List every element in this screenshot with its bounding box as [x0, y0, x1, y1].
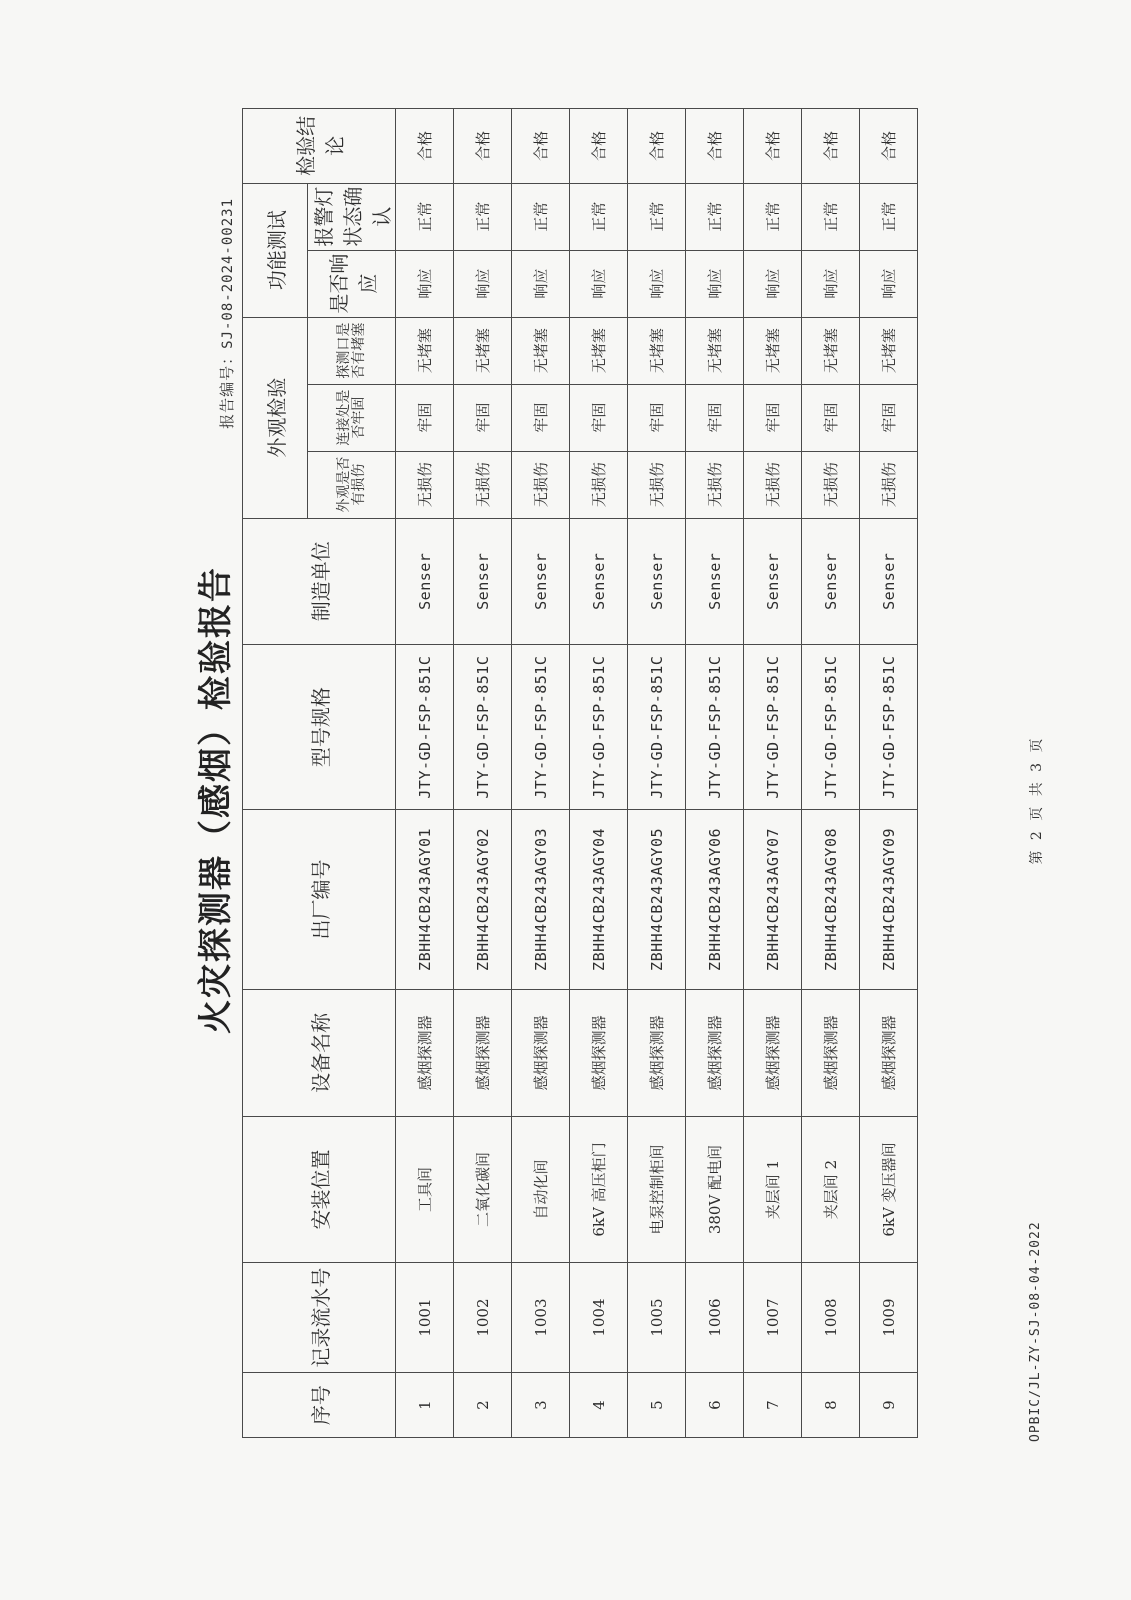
cell-serial: ZBHH4CB243AGY09 [860, 810, 918, 989]
cell-model: JTY-GD-FSP-851C [570, 644, 628, 809]
cell-damage: 无损伤 [628, 451, 686, 518]
cell-connection: 牢固 [860, 384, 918, 451]
cell-connection: 牢固 [512, 384, 570, 451]
cell-damage: 无损伤 [454, 451, 512, 518]
header-location: 安装位置 [243, 1117, 396, 1263]
header-maker: 制造单位 [243, 518, 396, 644]
cell-serial: ZBHH4CB243AGY01 [396, 810, 454, 989]
cell-maker: Senser [570, 518, 628, 644]
cell-seq: 3 [512, 1373, 570, 1438]
cell-connection: 牢固 [686, 384, 744, 451]
header-connection: 连接处是否牢固 [308, 384, 396, 451]
cell-damage: 无损伤 [396, 451, 454, 518]
cell-blocked: 无堵塞 [454, 317, 512, 384]
cell-connection: 牢固 [396, 384, 454, 451]
cell-response: 响应 [512, 250, 570, 317]
header-seq: 序号 [243, 1373, 396, 1438]
cell-location: 夹层间 2 [802, 1117, 860, 1263]
cell-serial: ZBHH4CB243AGY03 [512, 810, 570, 989]
cell-blocked: 无堵塞 [860, 317, 918, 384]
report-number-value: SJ-08-2024-00231 [220, 198, 236, 349]
cell-connection: 牢固 [802, 384, 860, 451]
cell-maker: Senser [454, 518, 512, 644]
cell-alarm-light: 正常 [454, 183, 512, 250]
cell-blocked: 无堵塞 [628, 317, 686, 384]
cell-location: 自动化间 [512, 1117, 570, 1263]
cell-damage: 无损伤 [860, 451, 918, 518]
cell-model: JTY-GD-FSP-851C [860, 644, 918, 809]
cell-record-no: 1007 [744, 1262, 802, 1372]
header-record-no: 记录流水号 [243, 1262, 396, 1372]
cell-model: JTY-GD-FSP-851C [686, 644, 744, 809]
cell-serial: ZBHH4CB243AGY07 [744, 810, 802, 989]
cell-blocked: 无堵塞 [512, 317, 570, 384]
header-device: 设备名称 [243, 989, 396, 1116]
cell-location: 二氧化碳间 [454, 1117, 512, 1263]
cell-conclusion: 合格 [570, 109, 628, 184]
cell-blocked: 无堵塞 [396, 317, 454, 384]
cell-record-no: 1002 [454, 1262, 512, 1372]
cell-conclusion: 合格 [744, 109, 802, 184]
cell-maker: Senser [512, 518, 570, 644]
cell-device: 感烟探测器 [628, 989, 686, 1116]
cell-alarm-light: 正常 [570, 183, 628, 250]
cell-device: 感烟探测器 [686, 989, 744, 1116]
cell-conclusion: 合格 [628, 109, 686, 184]
table-row [454, 109, 512, 1438]
cell-response: 响应 [628, 250, 686, 317]
cell-blocked: 无堵塞 [744, 317, 802, 384]
header-damage: 外观是否有损伤 [308, 451, 396, 518]
cell-location: 6kV 变压器间 [860, 1117, 918, 1263]
cell-alarm-light: 正常 [860, 183, 918, 250]
cell-conclusion: 合格 [802, 109, 860, 184]
cell-damage: 无损伤 [802, 451, 860, 518]
header-blocked: 探测口是否有堵塞 [308, 317, 396, 384]
cell-record-no: 1003 [512, 1262, 570, 1372]
header-model: 型号规格 [243, 644, 396, 809]
cell-maker: Senser [802, 518, 860, 644]
cell-alarm-light: 正常 [628, 183, 686, 250]
cell-device: 感烟探测器 [396, 989, 454, 1116]
cell-record-no: 1008 [802, 1262, 860, 1372]
cell-model: JTY-GD-FSP-851C [512, 644, 570, 809]
header-row-1 [243, 109, 308, 1438]
cell-model: JTY-GD-FSP-851C [454, 644, 512, 809]
header-appearance-group: 外观检验 [243, 317, 308, 518]
cell-response: 响应 [802, 250, 860, 317]
cell-seq: 6 [686, 1373, 744, 1438]
table-row [744, 109, 802, 1438]
header-function-group: 功能测试 [243, 183, 308, 317]
report-number-label: 报告编号： [218, 348, 236, 429]
cell-model: JTY-GD-FSP-851C [802, 644, 860, 809]
table-row [860, 109, 918, 1438]
cell-location: 6kV 高压柜门 [570, 1117, 628, 1263]
cell-damage: 无损伤 [512, 451, 570, 518]
cell-model: JTY-GD-FSP-851C [396, 644, 454, 809]
report-number [216, 198, 237, 429]
cell-alarm-light: 正常 [802, 183, 860, 250]
cell-connection: 牢固 [454, 384, 512, 451]
cell-damage: 无损伤 [744, 451, 802, 518]
cell-seq: 1 [396, 1373, 454, 1438]
cell-seq: 7 [744, 1373, 802, 1438]
cell-seq: 8 [802, 1373, 860, 1438]
cell-serial: ZBHH4CB243AGY05 [628, 810, 686, 989]
cell-serial: ZBHH4CB243AGY04 [570, 810, 628, 989]
table-row [396, 109, 454, 1438]
inspection-table [242, 108, 918, 1438]
cell-location: 夹层间 1 [744, 1117, 802, 1263]
cell-conclusion: 合格 [454, 109, 512, 184]
cell-blocked: 无堵塞 [686, 317, 744, 384]
cell-seq: 4 [570, 1373, 628, 1438]
header-conclusion: 检验结论 [243, 109, 396, 184]
cell-alarm-light: 正常 [396, 183, 454, 250]
cell-alarm-light: 正常 [512, 183, 570, 250]
cell-record-no: 1006 [686, 1262, 744, 1372]
cell-record-no: 1004 [570, 1262, 628, 1372]
cell-conclusion: 合格 [396, 109, 454, 184]
cell-serial: ZBHH4CB243AGY06 [686, 810, 744, 989]
cell-device: 感烟探测器 [512, 989, 570, 1116]
page-number: 第 2 页 共 3 页 [1029, 735, 1045, 865]
cell-blocked: 无堵塞 [570, 317, 628, 384]
cell-conclusion: 合格 [512, 109, 570, 184]
cell-response: 响应 [686, 250, 744, 317]
cell-maker: Senser [744, 518, 802, 644]
table-row [628, 109, 686, 1438]
cell-device: 感烟探测器 [454, 989, 512, 1116]
cell-maker: Senser [628, 518, 686, 644]
cell-connection: 牢固 [628, 384, 686, 451]
cell-damage: 无损伤 [686, 451, 744, 518]
cell-maker: Senser [860, 518, 918, 644]
form-code: OPBIC/JL-ZY-SJ-08-04-2022 [1028, 1221, 1043, 1442]
cell-record-no: 1001 [396, 1262, 454, 1372]
header-alarm-light: 报警灯状态确认 [308, 183, 396, 250]
table-row [570, 109, 628, 1438]
cell-seq: 5 [628, 1373, 686, 1438]
table-body [396, 109, 918, 1438]
cell-device: 感烟探测器 [744, 989, 802, 1116]
cell-seq: 2 [454, 1373, 512, 1438]
cell-maker: Senser [686, 518, 744, 644]
cell-location: 380V 配电间 [686, 1117, 744, 1263]
cell-connection: 牢固 [744, 384, 802, 451]
cell-conclusion: 合格 [860, 109, 918, 184]
cell-conclusion: 合格 [686, 109, 744, 184]
cell-record-no: 1005 [628, 1262, 686, 1372]
cell-damage: 无损伤 [570, 451, 628, 518]
cell-location: 工具间 [396, 1117, 454, 1263]
cell-device: 感烟探测器 [860, 989, 918, 1116]
table-row [512, 109, 570, 1438]
header-response: 是否响应 [308, 250, 396, 317]
cell-response: 响应 [454, 250, 512, 317]
cell-seq: 9 [860, 1373, 918, 1438]
table-row [802, 109, 860, 1438]
report-title: 火灾探测器（感烟）检验报告 [196, 566, 236, 1034]
cell-connection: 牢固 [570, 384, 628, 451]
cell-record-no: 1009 [860, 1262, 918, 1372]
cell-alarm-light: 正常 [744, 183, 802, 250]
cell-serial: ZBHH4CB243AGY08 [802, 810, 860, 989]
report-page [20, 20, 1110, 1580]
cell-device: 感烟探测器 [802, 989, 860, 1116]
cell-location: 电泵控制柜间 [628, 1117, 686, 1263]
header-serial: 出厂编号 [243, 810, 396, 989]
cell-maker: Senser [396, 518, 454, 644]
cell-response: 响应 [860, 250, 918, 317]
cell-response: 响应 [570, 250, 628, 317]
cell-model: JTY-GD-FSP-851C [744, 644, 802, 809]
cell-blocked: 无堵塞 [802, 317, 860, 384]
cell-alarm-light: 正常 [686, 183, 744, 250]
cell-device: 感烟探测器 [570, 989, 628, 1116]
cell-serial: ZBHH4CB243AGY02 [454, 810, 512, 989]
cell-model: JTY-GD-FSP-851C [628, 644, 686, 809]
table-row [686, 109, 744, 1438]
cell-response: 响应 [744, 250, 802, 317]
cell-response: 响应 [396, 250, 454, 317]
